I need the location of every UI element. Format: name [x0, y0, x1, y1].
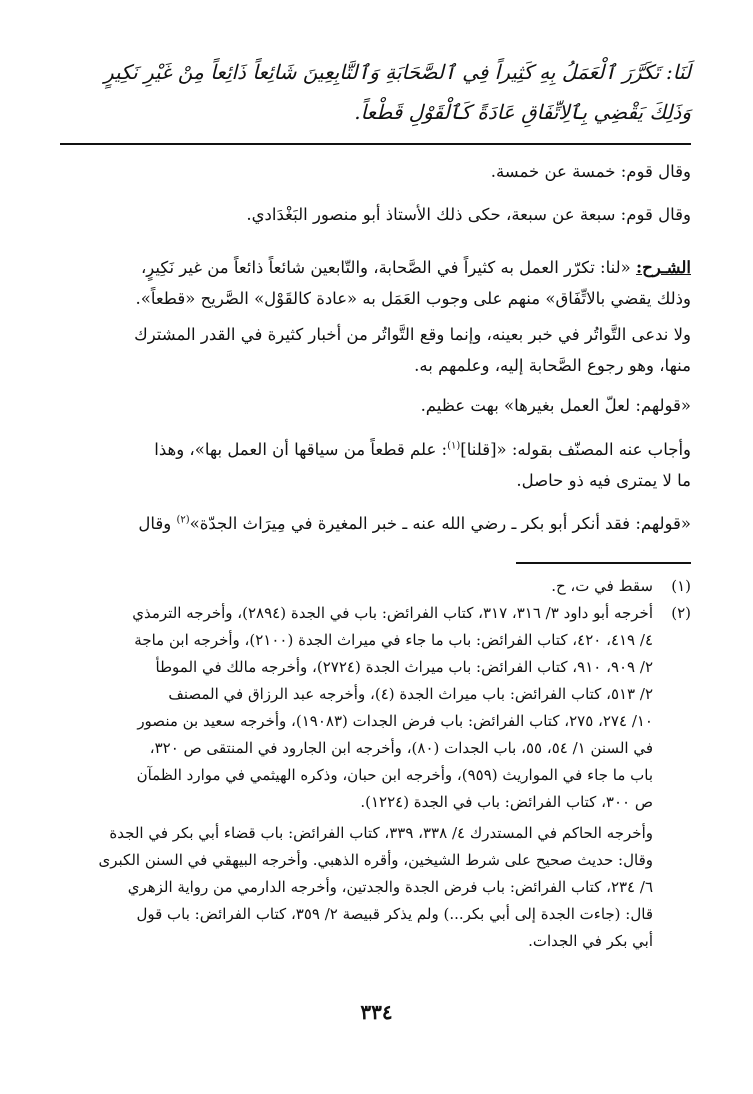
footnote-2-line: في السنن ١/ ٥٤، ٥٥، باب الجدات (٨٠)، وأخرجه ابن الجارود في المنتقى ص ٣٢٠،: [149, 739, 653, 757]
footnote-2-number: (٢): [671, 604, 691, 622]
footnote-2-line: أبي بكر في الجدات.: [528, 932, 653, 950]
sharh-paragraph-6-line-2: ما لا يمترى فيه ذو حاصل.: [516, 471, 691, 490]
footnote-2-line: باب ما جاء في المواريث (٩٥٩)، وأخرجه ابن حبان، وذكره الهيثمي في موارد الظمآن: [136, 766, 653, 784]
matn-line-1: لَنَا: تَكَرَّرَ ٱلْعَمَلُ بِهِ كَثِيراً فِي ٱلصَّحَابَةِ وَٱلتَّابِعِينَ شَائِعاً ذَائِعاً مِنْ غَيْرِ نَكِيرٍ: [103, 60, 691, 84]
sharh-p6-text-a: وأجاب عنه المصنّف بقوله: «[قلنا]: [460, 440, 691, 459]
matn-line-2: وَذَلِكَ يَقْضِي بِٱلِاتِّفَاقِ عَادَةً كَٱلْقَوْلِ قَطْعاً.: [354, 100, 691, 124]
footnote-2-line: وقال: حديث صحيح على شرط الشيخين، وأقره الذهبي. وأخرجه البيهقي في السنن الكبرى: [98, 851, 653, 869]
matn-separator-rule: [60, 143, 691, 145]
sharh-paragraph-5: «قولهم: لعلّ العمل بغيرها» بهت عظيم.: [420, 396, 691, 415]
footnote-2-line: ٤/ ٤١٩، ٤٢٠، كتاب الفرائض: باب ما جاء في ميراث الجدة (٢١٠٠)، وأخرجه ابن ماجة: [134, 631, 653, 649]
footnote-2-line: وأخرجه الحاكم في المستدرك ٤/ ٣٣٨، ٣٣٩، كتاب الفرائض: باب قضاء أبي بكر في الجدة: [109, 824, 653, 842]
footnote-ref-1[interactable]: (١): [447, 440, 461, 452]
sharh-paragraph-6-line-1: [62, 440, 691, 459]
sharh-paragraph-2: وقال قوم: سبعة عن سبعة، حكى ذلك الأستاذ أبو منصور البَغْدَادي.: [246, 205, 691, 224]
sharh-paragraph-1: وقال قوم: خمسة عن خمسة.: [490, 162, 691, 181]
footnote-2-line: ١٠/ ٢٧٤، ٢٧٥، كتاب الفرائض: باب فرض الجدات (١٩٠٨٣)، وأخرجه سعيد بن منصور: [137, 712, 653, 730]
sharh-paragraph-3-line-2: وذلك يقضي بالاتِّفَاق» منهم على وجوب العَمَل به «عادة كالقَوْل» الصَّريح «قطعاً».: [135, 289, 691, 308]
sharh-paragraph-4-line-1: ولا ندعى التَّواتُر في خبر بعينه، وإنما وقع التَّواتُر من أخبار كثيرة في القدر المشترك: [134, 325, 691, 344]
footnote-separator-rule: [516, 562, 691, 564]
sharh-p3-text-1: «لنا: تكرّر العمل به كثيراً في الصَّحابة، والتّابعين شائعاً ذائعاً من غير نَكِيرٍ،: [140, 258, 631, 277]
page-number: ٣٣٤: [360, 1000, 393, 1024]
footnote-2-line: أخرجه أبو داود ٣/ ٣١٦، ٣١٧، كتاب الفرائض: باب في الجدة (٢٨٩٤)، وأخرجه الترمذي: [132, 604, 653, 622]
sharh-paragraph-7: [62, 514, 691, 533]
sharh-paragraph-4-line-2: منها، وهو رجوع الصَّحابة إليه، وعلمهم به.: [414, 356, 691, 375]
sharh-p7-text-a: «قولهم: فقد أنكر أبو بكر ـ رضي الله عنه ـ خبر المغيرة في مِيرَاث الجدّة»: [189, 514, 691, 533]
footnote-ref-2[interactable]: (٢): [176, 514, 190, 526]
footnote-2-line: ٦/ ٢٣٤، كتاب الفرائض: باب فرض الجدة والجدتين، وأخرجه الدارمي من رواية الزهري: [127, 878, 653, 896]
footnote-2-line: ص ٣٠٠، كتاب الفرائض: باب في الجدة (١٢٢٤).: [360, 793, 653, 811]
sharh-heading: الشـرح:: [635, 258, 691, 277]
footnote-2-line: ٢/ ٥١٣، كتاب الفرائض: باب ميراث الجدة (٤)، وأخرجه عبد الرزاق في المصنف: [168, 685, 653, 703]
sharh-p7-text-b: وقال: [138, 514, 177, 533]
sharh-p6-text-b: : علم قطعاً من سياقها أن العمل بها»، وهذا: [154, 440, 448, 459]
footnote-1-text: سقط في ت، ح.: [551, 577, 653, 595]
footnote-1-number: (١): [671, 577, 691, 595]
sharh-paragraph-3-line-1: [62, 258, 691, 277]
footnote-2-line: قال: (جاءت الجدة إلى أبي بكر...) ولم يذكر قبيصة ٢/ ٣٥٩، كتاب الفرائض: باب قول: [136, 905, 653, 923]
footnote-2-line: ٢/ ٩٠٩، ٩١٠، كتاب الفرائض: باب ميراث الجدة (٢٧٢٤)، وأخرجه مالك في الموطأ: [155, 658, 653, 676]
